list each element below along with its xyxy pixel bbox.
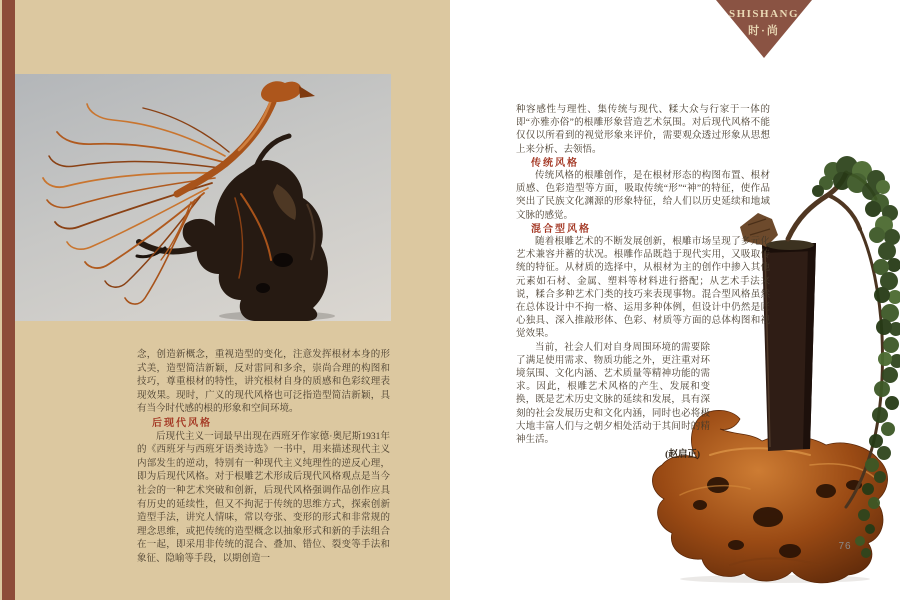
shishang-badge xyxy=(716,0,812,60)
page-number: 76 xyxy=(838,541,852,552)
photo-wrap-spacer xyxy=(710,369,770,489)
paragraph-postmodern-continuation: 种容感性与理性、集传统与现代、糅大众与行家于一体的即“亦雅亦俗”的根雕形象营造艺术氛围。对后现代风格不能仅仅以所看到的视觉形象来评价，需要观众透过形象从思想上来分析、去领悟。 xyxy=(516,105,770,155)
root-carving-photo xyxy=(15,74,391,321)
left-text-column xyxy=(137,349,390,567)
author-attribution: (赵启正) xyxy=(665,450,700,461)
heading-postmodern-style: 后现代风格 xyxy=(152,417,212,429)
badge-brand-chinese: 时·尚 xyxy=(748,25,780,37)
heading-traditional-style: 传统风格 xyxy=(531,157,579,169)
paragraph-traditional-style: 传统风格的根雕创作，是在根材形态的构图布置、根材质感、色彩造型等方面，吸取传统“形”“神”的特征，使作品突出了民族文化渊源的形象特征，给人们以历史延续和地域文脉的感觉。 xyxy=(516,171,770,221)
heading-mixed-style: 混合型风格 xyxy=(531,223,591,235)
right-text-column xyxy=(516,104,770,489)
paragraph-postmodern-style: 后现代主义一词最早出现在西班牙作家德·奥尼斯1931年的《西班牙与西班牙语类诗选》一书中，用来描述现代主义内部发生的逆动，特别有一种现代主义纯理性的逆反心理，即为后现代风格。对于根雕艺术形成后现代风格观点是当今社会的一种艺术突破和创新，后现代风格强调作品创作应具有历史的延续性，但又不拘泥于传统的思维方式，探索创新造型手法，讲究人情味，常以夸张、变形的形式和非常规的理念思维，或把传统的造型概念以抽象形式和新的手法组合在一起，即采用非传统的混合、叠加、错位、裂变等手法和象征、隐喻等手段，以期创造一 xyxy=(137,431,390,564)
root-carving-illustration xyxy=(15,74,391,321)
paragraph-mixed-style: 随着根雕艺术的不断发展创新，根雕市场呈现了多元化艺术兼容并蓄的状况。根雕作品既趋于现代实用，又吸取传统的特征。从材质的选择中，从根材为主的创作中掺入其他元素如石材、金属、塑料等材料进行搭配；从艺术手法来说，糅合多种艺术门类的技巧来表现事物。混合型风格虽然在总体设计中不拘一格、运用多种体例，但设计中仍然是匠心独具、深入推敲形体、色彩、材质等方面的总体构图和视觉效果。 xyxy=(516,237,770,340)
spine-strip xyxy=(2,0,15,600)
paragraph-modern-style-continuation: 念，创造新概念，重视造型的变化，注意发挥根材本身的形式美，造型简洁新颖，反对雷同和多余，崇尚合理的构图和技巧，尊重根材的特性，讲究根材自身的质感和色彩纹理表现效果。现时，广义的现代风格也可泛指造型简洁新颖，具有当今时代感的根的形象和空间环境。 xyxy=(137,350,390,415)
paragraph-conclusion: 当前，社会人们对自身周围环境的需要除了满足使用需求、物质功能之外，更注重对环境氛围、文化内涵、艺术质量等精神功能的需求。因此，根雕艺术风格的产生、发展和变换，既是艺术历史文脉的延续和发展，具有深刻的社会发展历史和文化内涵，同时也必将极大地丰富人们与之朝夕相处活动于其间时的精神生活。 xyxy=(516,342,710,446)
badge-brand-latin: SHISHANG xyxy=(728,8,800,20)
